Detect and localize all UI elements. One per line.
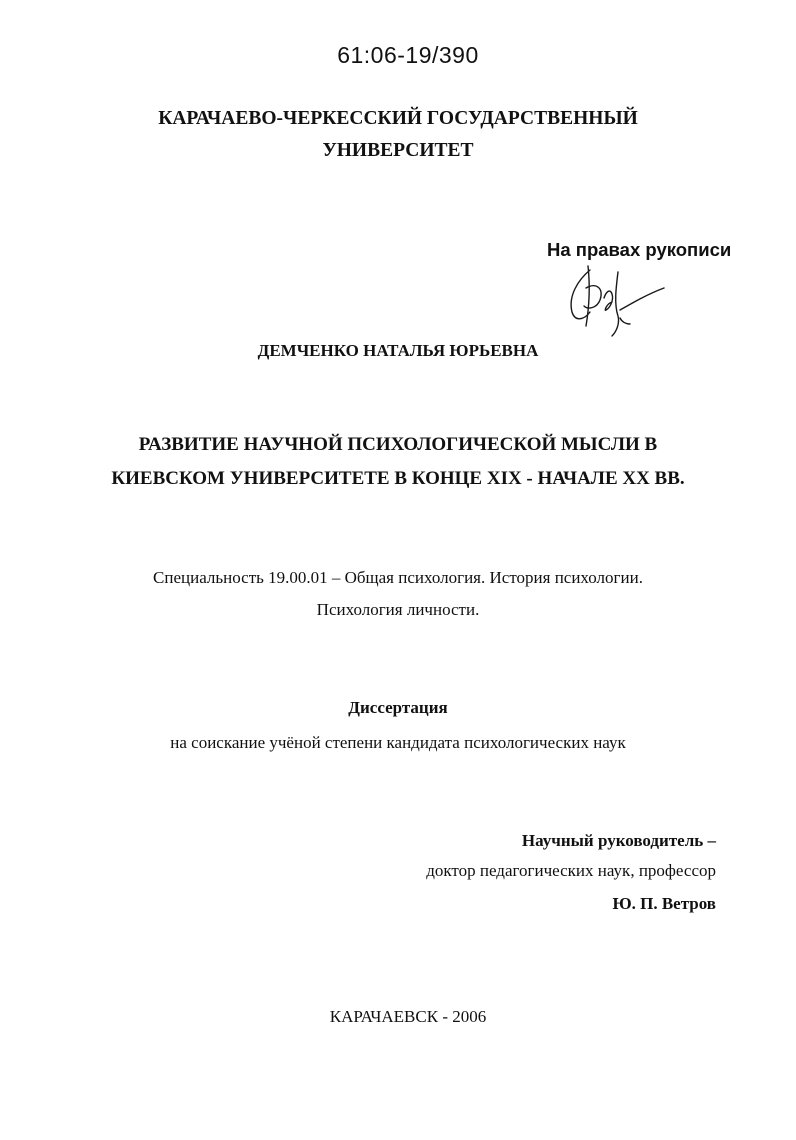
supervisor-name: Ю. П. Ветров: [612, 894, 716, 913]
author-name: ДЕМЧЕНКО НАТАЛЬЯ ЮРЬЕВНА: [257, 341, 539, 360]
dissertation-description: на соискание учёной степени кандидата психологических наук: [170, 733, 626, 752]
university-name-line-1: КАРАЧАЕВО-ЧЕРКЕССКИЙ ГОСУДАРСТВЕННЫЙ: [158, 108, 638, 129]
handwritten-signature: [560, 258, 670, 338]
university-name-line-2: УНИВЕРСИТЕТ: [322, 140, 474, 161]
specialty-line-1: Специальность 19.00.01 – Общая психология. История психологии.: [153, 568, 643, 587]
supervisor-degree: доктор педагогических наук, профессор: [426, 861, 716, 880]
thesis-title-line-2: КИЕВСКОМ УНИВЕРСИТЕТЕ В КОНЦЕ XIX - НАЧАЛЕ XX ВВ.: [111, 468, 685, 489]
rights-note: На правах рукописи: [547, 239, 732, 260]
specialty-line-2: Психология личности.: [316, 600, 480, 619]
catalog-number: 61:06-19/390: [337, 42, 479, 68]
supervisor-label: Научный руководитель –: [521, 831, 716, 850]
city-year: КАРАЧАЕВСК - 2006: [329, 1007, 487, 1026]
thesis-title-line-1: РАЗВИТИЕ НАУЧНОЙ ПСИХОЛОГИЧЕСКОЙ МЫСЛИ В: [138, 434, 658, 455]
dissertation-label: Диссертация: [348, 698, 448, 717]
